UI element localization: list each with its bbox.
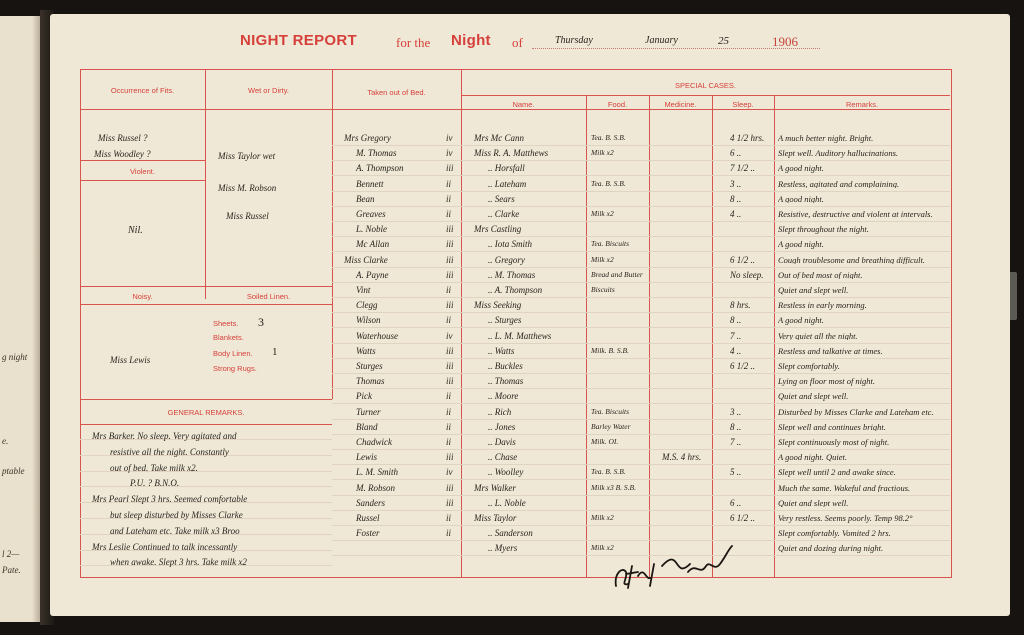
taken-out-count: iii <box>446 163 454 174</box>
special-case-sleep: 3 .. <box>730 406 742 417</box>
special-case-name: .. Buckles <box>488 361 523 371</box>
special-case-name: .. Iota Smith <box>488 239 532 250</box>
special-case-remarks: Resistive, destructive and violent at intervals. <box>778 210 933 219</box>
taken-out-name: Vint <box>356 285 371 295</box>
violent-value: Nil. <box>128 225 143 236</box>
taken-out-count: ii <box>446 528 452 539</box>
soiled-sheets-label: Sheets. <box>213 319 239 328</box>
special-case-sleep: 8 hrs. <box>730 300 751 311</box>
special-case-remarks: Restless and talkative at times. <box>778 346 883 356</box>
taken-out-count: iii <box>446 361 454 371</box>
ruled-line <box>332 358 950 359</box>
special-case-food: Milk x2 <box>591 209 614 218</box>
special-case-name: .. Myers <box>488 543 518 554</box>
ruled-line <box>332 449 950 450</box>
special-case-medicine: M.S. 4 hrs. <box>662 452 702 463</box>
taken-out-name: Clegg <box>356 300 378 311</box>
special-case-sleep: 8 .. <box>730 421 742 432</box>
title-night-report: NIGHT REPORT <box>240 32 357 49</box>
fits-entry: Miss Russel ? <box>98 133 148 143</box>
special-case-remarks: Slept throughout the night. <box>778 225 869 234</box>
general-remark-line: resistive all the night. Constantly <box>110 446 229 457</box>
ruled-line <box>332 403 950 404</box>
left-page-fragment: l 2— <box>2 549 20 559</box>
taken-out-count: iii <box>446 269 454 280</box>
taken-out-name: Sturges <box>356 361 383 371</box>
ruled-line <box>332 191 950 192</box>
taken-out-count: ii <box>446 315 452 326</box>
taken-out-name: A. Thompson <box>356 163 404 174</box>
header-fits: Occurrence of Fits. <box>110 86 175 95</box>
special-case-remarks: A much better night. Bright. <box>778 134 874 143</box>
soiled-sheets-value: 3 <box>258 315 264 329</box>
taken-out-count: ii <box>446 178 452 189</box>
section-rule <box>80 304 332 305</box>
special-case-remarks: Quiet and slept well. <box>778 392 849 401</box>
taken-out-name: Turner <box>356 406 381 417</box>
special-case-name: .. Gregory <box>488 254 525 265</box>
left-page-edge <box>0 16 40 622</box>
general-remark-line: and Lateham etc. Take milk x3 Broo <box>110 525 240 536</box>
taken-out-name: M. Robson <box>356 482 395 493</box>
special-case-name: .. Rich <box>488 406 512 417</box>
taken-out-name: Waterhouse <box>356 330 399 341</box>
title-day: Thursday <box>555 35 593 46</box>
special-case-sleep: 6 1/2 .. <box>730 513 756 523</box>
title-date: 25 <box>718 35 729 47</box>
header-sleep: Sleep. <box>732 100 754 109</box>
section-rule <box>80 399 332 400</box>
special-case-name: Miss Seeking <box>474 300 522 311</box>
ruled-line <box>332 343 950 344</box>
header-name: Name. <box>512 100 535 109</box>
taken-out-count: ii <box>446 209 452 219</box>
taken-out-count: iii <box>446 239 454 250</box>
ruled-line <box>332 419 950 420</box>
taken-out-name: Bennett <box>356 178 384 189</box>
violent-label: Violent. <box>130 167 155 176</box>
col-divider <box>774 95 775 578</box>
special-case-food: Tea. B. S.B. <box>591 467 626 477</box>
taken-out-name: L. M. Smith <box>356 467 399 478</box>
taken-out-count: iv <box>446 330 453 341</box>
special-case-name: .. Woolley <box>488 467 524 478</box>
special-case-food: Biscuits <box>591 285 615 294</box>
special-case-remarks: A good night. <box>778 164 824 173</box>
header-special: SPECIAL CASES. <box>675 81 736 90</box>
taken-out-name: L. Noble <box>356 224 388 235</box>
special-case-name: .. Sturges <box>488 315 522 326</box>
header-food: Food. <box>607 100 628 109</box>
section-rule <box>80 286 332 287</box>
taken-out-name: Russel <box>356 513 380 523</box>
special-case-sleep: 6 1/2 .. <box>730 361 756 371</box>
taken-out-count: iii <box>446 300 454 311</box>
special-case-name: Miss R. A. Matthews <box>474 148 549 159</box>
special-case-remarks: Very quiet all the night. <box>778 331 858 341</box>
special-case-food: Milk x3 B. S.B. <box>591 482 636 492</box>
special-case-food: Barley Water <box>591 421 631 431</box>
special-case-name: .. Davis <box>488 437 516 447</box>
left-page-fragment: e. <box>2 436 9 446</box>
general-remark-line: Mrs Leslie Continued to talk incessantly <box>92 541 238 552</box>
taken-out-count: iii <box>446 452 454 463</box>
taken-out-count: ii <box>446 513 452 523</box>
title-month: January <box>645 35 678 46</box>
ruled-line <box>332 175 950 176</box>
special-case-sleep: No sleep. <box>730 269 764 280</box>
special-case-remarks: Slept comfortably. <box>778 362 840 371</box>
special-case-sleep: 8 .. <box>730 315 742 326</box>
special-case-remarks: Very restless. Seems poorly. Temp 98.2° <box>778 514 913 523</box>
taken-out-name: Thomas <box>356 376 385 387</box>
special-case-sleep: 5 .. <box>730 467 742 478</box>
special-case-name: Mrs Mc Cann <box>474 133 524 143</box>
special-case-remarks: Restless in early morning. <box>778 301 867 310</box>
special-case-food: Milk x2 <box>591 148 614 158</box>
special-case-name: .. Sanderson <box>488 528 533 539</box>
wet-entry: Miss Taylor wet <box>218 151 276 161</box>
special-case-sleep: 4 .. <box>730 345 742 356</box>
special-case-sleep: 3 .. <box>730 178 742 189</box>
special-case-name: .. A. Thompson <box>488 285 543 295</box>
header-remarks: Remarks. <box>845 100 879 109</box>
taken-out-name: Pick <box>356 391 372 402</box>
ruled-line <box>332 388 950 389</box>
special-case-remarks: Out of bed most of night. <box>778 270 863 280</box>
soiled-body-linen-value: 1 <box>272 346 278 358</box>
col-divider <box>205 69 206 299</box>
special-case-food: Milk. OI. <box>591 437 619 446</box>
ruled-line <box>332 297 950 298</box>
special-case-remarks: Slept well. Auditory hallucinations. <box>778 149 899 158</box>
special-case-sleep: 4 .. <box>730 209 742 219</box>
ruled-line <box>332 267 950 268</box>
ruled-line <box>332 495 950 496</box>
left-page-fragment: ptable <box>2 466 25 476</box>
taken-out-count: iv <box>446 133 453 143</box>
section-rule <box>80 424 332 425</box>
special-case-sleep: 6 .. <box>730 497 742 508</box>
special-case-food: Tea. Biscuits <box>591 239 630 249</box>
noisy-label: Noisy. <box>132 292 153 301</box>
col-divider <box>332 69 333 399</box>
taken-out-name: Watts <box>356 345 376 356</box>
title-for-the: for the <box>396 35 431 50</box>
wet-entry: Miss M. Robson <box>218 183 277 193</box>
special-case-remarks: Slept continuously most of night. <box>778 438 890 447</box>
special-case-remarks: Slept comfortably. Vomited 2 hrs. <box>778 529 891 538</box>
left-page-fragment: g night <box>2 352 28 362</box>
taken-out-count: ii <box>446 193 452 204</box>
ruled-line <box>332 282 950 283</box>
taken-out-count: iii <box>446 254 454 265</box>
taken-out-count: iii <box>446 376 454 387</box>
taken-out-count: ii <box>446 285 452 295</box>
title-night: Night <box>451 32 491 49</box>
ruled-line <box>80 486 332 487</box>
ruled-line <box>332 479 950 480</box>
special-case-sleep: 6 .. <box>730 148 742 159</box>
taken-out-name: Wilson <box>356 315 381 326</box>
special-case-name: .. M. Thomas <box>488 269 536 280</box>
special-case-name: .. L. Noble <box>488 497 526 508</box>
taken-out-count: ii <box>446 421 452 432</box>
special-case-sleep: 7 1/2 .. <box>730 163 756 174</box>
special-case-remarks: Quiet and slept well. <box>778 498 849 508</box>
title-of: of <box>512 35 523 50</box>
taken-out-name: Bean <box>356 193 375 204</box>
ruled-line <box>332 145 950 146</box>
ruled-line <box>332 251 950 252</box>
taken-out-name: Mc Allan <box>356 239 390 250</box>
soiled-body-linen-label: Body Linen. <box>213 349 253 358</box>
special-case-name: .. Chase <box>488 452 518 463</box>
general-remark-line: but sleep disturbed by Misses Clarke <box>110 510 243 520</box>
special-case-food: Tea. B. S.B. <box>591 178 626 188</box>
taken-out-name: Miss Clarke <box>344 254 388 265</box>
ruled-line <box>332 206 950 207</box>
special-case-food: Tea. Biscuits <box>591 406 630 416</box>
special-case-food: Milk x2 <box>591 513 614 522</box>
title-year: 1906 <box>772 34 798 49</box>
special-case-name: .. Sears <box>488 193 515 204</box>
special-case-name: Mrs Castling <box>474 224 522 235</box>
taken-out-name: Sanders <box>356 497 385 508</box>
header-rule <box>461 95 950 96</box>
ruled-line <box>332 160 950 161</box>
header-taken: Taken out of Bed. <box>367 88 426 97</box>
col-divider <box>649 95 650 578</box>
soiled-blankets-label: Blankets. <box>213 333 244 342</box>
special-case-sleep: 8 .. <box>730 193 742 204</box>
header-wet: Wet or Dirty. <box>248 86 289 95</box>
taken-out-count: iv <box>446 148 453 159</box>
special-case-name: Mrs Walker <box>474 482 516 493</box>
general-remark-line: out of bed. Take milk x2. <box>110 462 198 473</box>
taken-out-count: ii <box>446 437 452 447</box>
soiled-strong-rugs-label: Strong Rugs. <box>213 364 257 373</box>
special-case-food: Milk. B. S.B. <box>591 345 629 355</box>
special-case-remarks: Lying on floor most of night. <box>778 377 876 386</box>
taken-out-count: ii <box>446 406 452 417</box>
taken-out-count: iii <box>446 497 454 508</box>
special-case-remarks: Slept well until 2 and awake since. <box>778 468 896 477</box>
col-divider <box>586 95 587 578</box>
taken-out-count: iii <box>446 482 454 493</box>
special-case-remarks: A good night. <box>778 240 824 249</box>
taken-out-name: A. Payne <box>356 269 389 280</box>
special-case-food: Bread and Butter <box>591 269 643 279</box>
special-case-sleep: 7 .. <box>730 330 742 341</box>
ruled-line <box>332 236 950 237</box>
signature-text <box>634 562 707 575</box>
general-remarks-label: GENERAL REMARKS. <box>167 408 245 417</box>
taken-out-count: ii <box>446 391 452 402</box>
header-medicine: Medicine. <box>664 100 697 109</box>
general-remark-line: P.U. ? B.N.O. <box>130 478 180 489</box>
noisy-value: Miss Lewis <box>110 355 151 365</box>
special-case-sleep: 6 1/2 .. <box>730 254 756 265</box>
taken-out-name: Bland <box>356 421 378 432</box>
special-case-name: .. Jones <box>488 421 516 432</box>
special-case-food: Tea. B. S.B. <box>591 133 626 142</box>
special-case-remarks: Cough troublesome and breathing difficult. <box>778 255 925 265</box>
col-divider <box>712 95 713 578</box>
ruled-line <box>332 464 950 465</box>
special-case-remarks: Restless, agitated and complaining. <box>778 179 900 189</box>
general-remark-line: Mrs Barker. No sleep. Very agitated and <box>92 431 237 441</box>
ruled-line <box>332 510 950 511</box>
taken-out-name: Lewis <box>356 452 378 463</box>
special-case-remarks: Quiet and slept well. <box>778 286 849 295</box>
special-case-name: .. Lateham <box>488 178 527 189</box>
special-case-name: Miss Taylor <box>474 513 517 523</box>
special-case-name: .. L. M. Matthews <box>488 330 552 341</box>
special-case-remarks: A good night. <box>778 316 824 325</box>
taken-out-name: Foster <box>356 528 380 539</box>
ruled-line <box>332 434 950 435</box>
taken-out-name: Chadwick <box>356 437 392 447</box>
ruled-line <box>332 373 950 374</box>
ledger-page <box>50 14 1010 616</box>
header-rule <box>80 109 950 110</box>
special-case-remarks: Disturbed by Misses Clarke and Lateham etc. <box>778 407 934 417</box>
section-rule <box>80 180 205 181</box>
special-case-remarks: A good night. Quiet. <box>778 453 848 462</box>
ruled-line <box>332 312 950 313</box>
ruled-line <box>332 327 950 328</box>
special-case-name: .. Watts <box>488 345 515 356</box>
ruled-line <box>332 221 950 222</box>
special-case-remarks: Quiet and dozing during night. <box>778 544 884 553</box>
page-edge-shadow <box>32 16 40 622</box>
special-case-remarks: Much the same. Wakeful and fractious. <box>778 483 911 493</box>
special-case-remarks: Slept well and continues bright. <box>778 422 886 432</box>
special-case-name: .. Moore <box>488 391 519 402</box>
taken-out-name: Greaves <box>356 209 386 219</box>
taken-out-name: M. Thomas <box>356 148 397 159</box>
taken-out-count: iii <box>446 224 454 235</box>
taken-out-count: iv <box>446 467 453 478</box>
special-case-name: .. Thomas <box>488 376 524 387</box>
special-case-name: .. Clarke <box>488 209 520 219</box>
special-case-food: Milk x2 <box>591 254 614 264</box>
ruled-line <box>332 525 950 526</box>
taken-out-name: Mrs Gregory <box>344 133 391 143</box>
general-remark-line: Mrs Pearl Slept 3 hrs. Seemed comfortable <box>92 494 248 505</box>
general-remark-line: when awake. Slept 3 hrs. Take milk x2 <box>110 557 247 568</box>
special-case-name: .. Horsfall <box>488 163 525 174</box>
fits-entry: Miss Woodley ? <box>94 149 151 159</box>
taken-out-count: iii <box>446 345 454 356</box>
left-page-fragment: Pate. <box>2 565 21 575</box>
wet-entry: Miss Russel <box>226 211 269 221</box>
special-case-food: Milk x2 <box>591 543 614 553</box>
special-case-sleep: 7 .. <box>730 437 742 447</box>
special-case-sleep: 4 1/2 hrs. <box>730 133 765 143</box>
section-rule <box>80 160 205 161</box>
soiled-linen-label: Soiled Linen. <box>246 292 291 301</box>
special-case-remarks: A good night. <box>778 194 824 204</box>
